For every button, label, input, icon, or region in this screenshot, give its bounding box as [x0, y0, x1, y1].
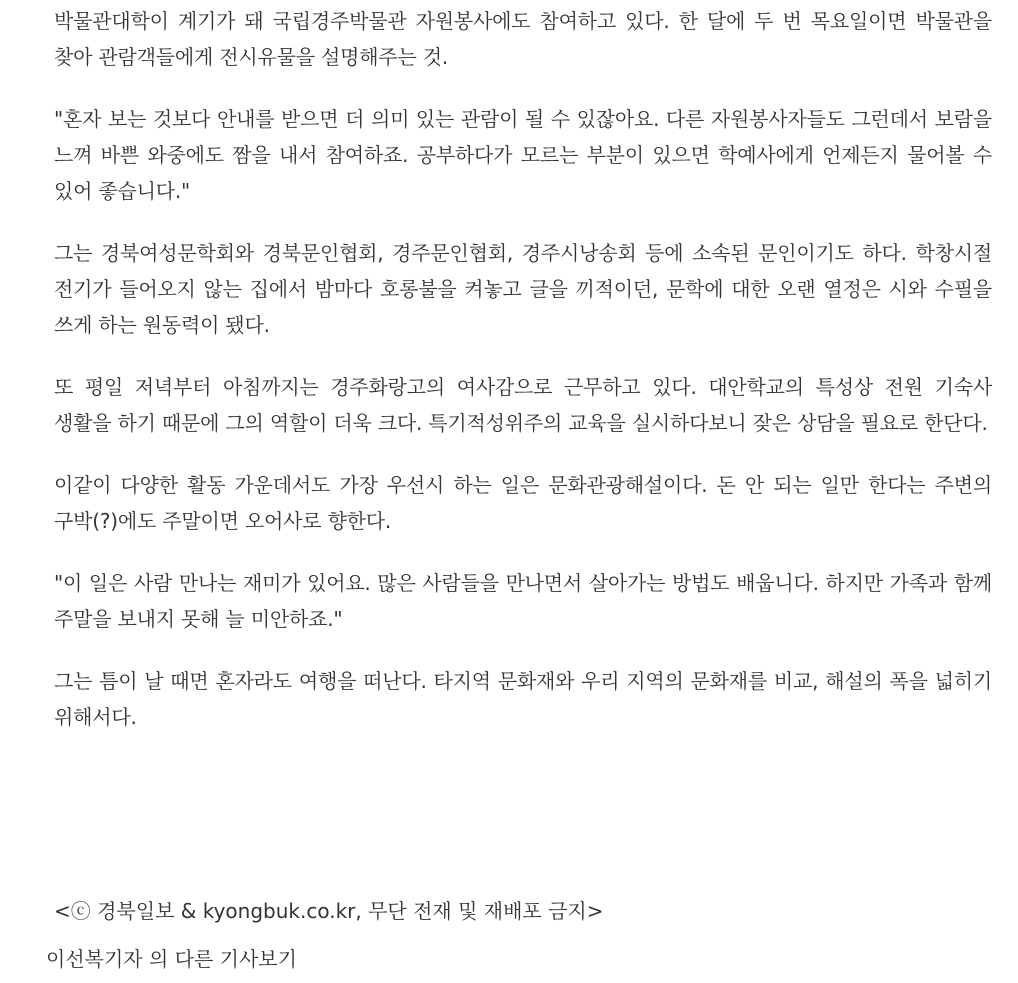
copyright-notice: <ⓒ 경북일보 & kyongbuk.co.kr, 무단 전재 및 재배포 금지>	[54, 899, 604, 923]
article-paragraph-2: "혼자 보는 것보다 안내를 받으면 더 의미 있는 관람이 될 수 있잖아요. 다른 자원봉사자들도 그런데서 보람을 느껴 바쁜 와중에도 짬을 내서 참여하죠. 공부하다가 모르는 부분이 있으면 학예사에게 언제든지 물어볼 수 있어 좋습니다."	[54, 107, 992, 203]
article-paragraph-5: 이같이 다양한 활동 가운데서도 가장 우선시 하는 일은 문화관광해설이다. 돈 안 되는 일만 한다는 주변의 구박(?)에도 주말이면 오어사로 향한다.	[54, 473, 992, 533]
article-paragraph-7: 그는 틈이 날 때면 혼자라도 여행을 떠난다. 타지역 문화재와 우리 지역의 문화재를 비교, 해설의 폭을 넓히기 위해서다.	[54, 669, 992, 729]
article-paragraph-6: "이 일은 사람 만나는 재미가 있어요. 많은 사람들을 만나면서 살아가는 방법도 배웁니다. 하지만 가족과 함께 주말을 보내지 못해 늘 미안하죠."	[54, 571, 992, 631]
reporter-more-articles-link[interactable]: 이선복기자 의 다른 기사보기	[46, 947, 297, 971]
article-paragraph-1: 박물관대학이 계기가 돼 국립경주박물관 자원봉사에도 참여하고 있다. 한 달에 두 번 목요일이면 박물관을 찾아 관람객들에게 전시유물을 설명해주는 것.	[54, 9, 992, 69]
article-paragraph-3: 그는 경북여성문학회와 경북문인협회, 경주문인협회, 경주시낭송회 등에 소속된 문인이기도 하다. 학창시절 전기가 들어오지 않는 집에서 밤마다 호롱불을 켜놓고 글을 끼적이던, 문학에 대한 오랜 열정은 시와 수필을 쓰게 하는 원동력이 됐다.	[54, 241, 992, 337]
article-paragraph-4: 또 평일 저녁부터 아침까지는 경주화랑고의 여사감으로 근무하고 있다. 대안학교의 특성상 전원 기숙사 생활을 하기 때문에 그의 역할이 더욱 크다. 특기적성위주의 교육을 실시하다보니 잦은 상담을 필요로 한단다.	[54, 375, 992, 435]
article-body	[54, 3, 992, 761]
